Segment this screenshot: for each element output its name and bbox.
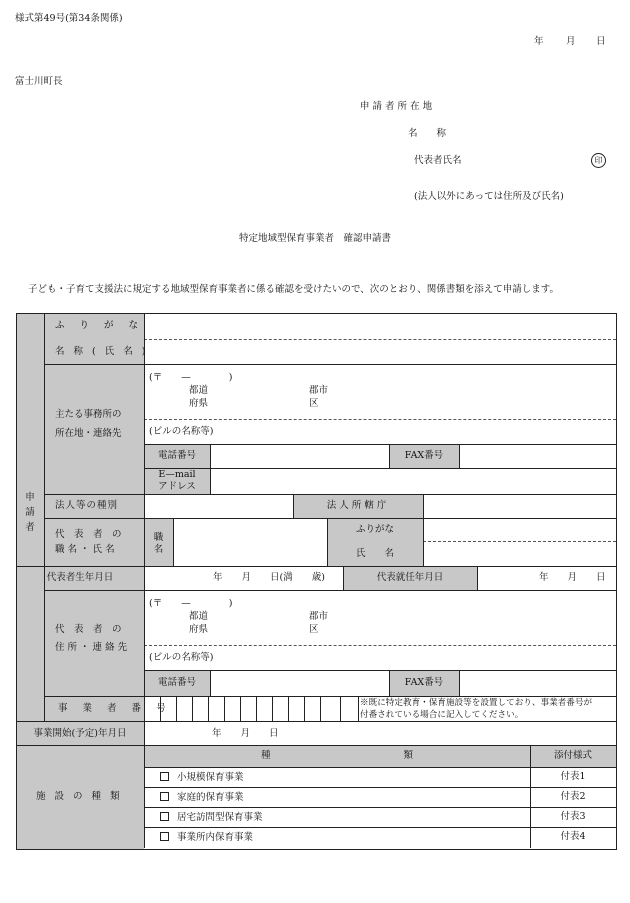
section-label-text: 申請者 <box>25 492 35 533</box>
rep-city-1: 郡市 <box>309 611 329 622</box>
rep-title-label-2: 職 名 ・ 氏 名 <box>55 544 115 555</box>
office-postal: (〒 — ) <box>149 372 233 383</box>
rep-addr-label-1: 代 表 者 の <box>55 624 122 635</box>
appointed-label: 代表就任年月日 <box>376 572 444 583</box>
section-label-applicant <box>16 490 44 535</box>
corp-type-label: 法人等の種別 <box>55 500 119 511</box>
rep-pref-2: 府県 <box>189 624 209 635</box>
furigana-label: ふ り が な <box>55 320 145 331</box>
rep-furigana-label: ふりがな <box>355 524 394 535</box>
facility-option-label: 居宅訪問型保育事業 <box>177 812 263 823</box>
email-label-1: E—mail <box>158 469 196 480</box>
checkbox-icon[interactable] <box>160 792 169 801</box>
form-number: 様式第49号(第34条関係) <box>15 13 123 24</box>
checkbox-icon[interactable] <box>160 772 169 781</box>
office-pref-1: 都道 <box>189 385 209 396</box>
rep-city-2: 区 <box>309 624 319 635</box>
rep-fax-label: FAX番号 <box>404 677 444 688</box>
date-day: 日 <box>596 36 606 47</box>
facility-attach-header: 添付様式 <box>553 750 592 761</box>
office-phone-label: 電話番号 <box>157 450 196 461</box>
applicant-address-label: 申 請 者 所 在 地 <box>360 101 433 112</box>
facility-option-1[interactable] <box>160 772 244 783</box>
business-no-label: 事 業 者 番 号 <box>58 703 172 714</box>
office-city-2: 区 <box>309 398 319 409</box>
applicant-note: (法人以外にあっては住所及び氏名) <box>414 191 564 202</box>
office-label-2: 所在地・連絡先 <box>55 428 122 439</box>
date-year: 年 <box>534 36 544 47</box>
business-no-note-1: ※既に特定教育・保育施設等を設置しており、事業者番号が <box>360 698 593 708</box>
facility-option-label: 事業所内保育事業 <box>177 832 254 843</box>
applicant-name-label: 名 称 <box>408 128 447 139</box>
facility-option-4[interactable] <box>160 832 253 843</box>
facility-option-2[interactable] <box>160 792 244 803</box>
facility-kind-header: 種 類 <box>260 750 413 761</box>
rep-addr-label-2: 住 所 ・ 連 絡 先 <box>55 642 128 653</box>
job-title-label-1: 職 <box>153 532 164 543</box>
rep-building: (ビルの名称等) <box>149 652 214 663</box>
seal-mark: 印 <box>591 153 606 168</box>
business-no-note-2: 付番されている場合に記入してください。 <box>360 710 524 720</box>
rep-name-label: 氏 名 <box>355 548 394 559</box>
facility-option-label: 家庭的保育事業 <box>177 792 244 803</box>
facility-attach-4: 付表4 <box>560 831 586 842</box>
rep-postal: (〒 — ) <box>149 598 233 609</box>
job-title-label-2: 名 <box>153 544 164 555</box>
checkbox-icon[interactable] <box>160 812 169 821</box>
office-label-1: 主たる事務所の <box>55 409 122 420</box>
birthdate-value: 年 月 日(満 歳) <box>213 572 325 583</box>
facility-attach-3: 付表3 <box>560 811 586 822</box>
start-date-label: 事業開始(予定)年月日 <box>33 728 127 739</box>
corp-authority-label: 法人所轄庁 <box>326 500 390 511</box>
applicant-rep-label: 代表者氏名 <box>414 155 462 166</box>
office-city-1: 郡市 <box>309 385 329 396</box>
page-title: 特定地域型保育事業者 確認申請書 <box>238 233 391 244</box>
rep-phone-label: 電話番号 <box>157 677 196 688</box>
birthdate-label: 代表者生年月日 <box>46 572 114 583</box>
checkbox-icon[interactable] <box>160 832 169 841</box>
facility-attach-1: 付表1 <box>560 771 586 782</box>
intro-text: 子ども・子育て支援法に規定する地域型保育事業者に係る確認を受けたいので、次のとおり、関係書類を添えて申請します。 <box>28 284 560 295</box>
facility-label: 施 設 の 種 類 <box>36 791 123 802</box>
facility-attach-2: 付表2 <box>560 791 586 802</box>
recipient: 富士川町長 <box>15 76 63 87</box>
office-fax-label: FAX番号 <box>404 450 444 461</box>
start-date-value: 年 月 日 <box>212 728 279 739</box>
email-label-2: アドレス <box>158 481 196 492</box>
rep-title-label-1: 代 表 者 の <box>55 529 122 540</box>
name-label: 名 称 ( 氏 名 ) <box>55 346 149 357</box>
facility-option-label: 小規模保育事業 <box>177 772 244 783</box>
office-building: (ビルの名称等) <box>149 426 214 437</box>
facility-option-3[interactable] <box>160 812 263 823</box>
rep-pref-1: 都道 <box>189 611 209 622</box>
date-month: 月 <box>566 36 576 47</box>
office-pref-2: 府県 <box>189 398 209 409</box>
appointed-value: 年 月 日 <box>539 572 606 583</box>
